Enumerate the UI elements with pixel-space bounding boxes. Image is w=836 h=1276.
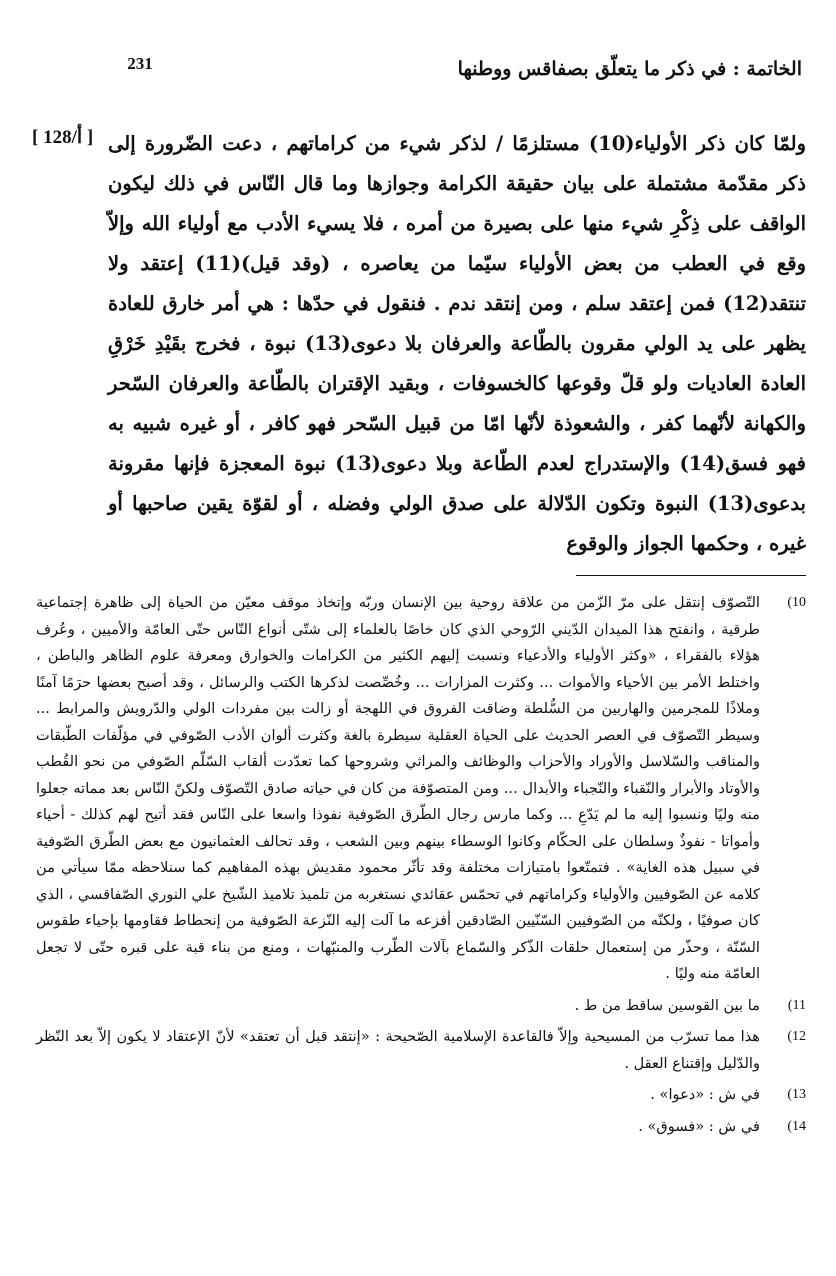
footnote (36, 1024, 806, 1077)
footnote-text: هذا مما تسرّب من المسيحية وإلاّ فالقاعدة الإسلامية الصّحيحة : «إنتقد قبل أن تعتقد» لأنّ الإعتقاد لا يكون إلاّ بعد النّظر والدّليل وإقتناع العقل . (36, 1028, 760, 1072)
footnote (36, 993, 806, 1020)
footnote (36, 1082, 806, 1109)
footnote-number: 13) (787, 1087, 806, 1102)
footnote-number: 10) (787, 595, 806, 610)
main-paragraph: ولمّا كان ذكر الأولياء(10) مستلزمًا / لذكر شيء من كراماتهم ، دعت الضّرورة إلى ذكر مقدّمة مشتملة على بيان حقيقة الكرامة وجوازها وما قال النّاس في ذلك ليكون الواقف على ذِكْرِ شيء منها على بصيرة من أمره ، فلا يسيء الأدب مع أولياء الله وإلاّ وقع في العطب من بعض الأولياء سيّما من يعاصره ، (وقد قيل)(11) إعتقد ولا تنتقد(12) فمن إعتقد سلم ، ومن إنتقد ندم . فنقول في حدّها : هي أمر خارق للعادة يظهر على يد الولي مقرون بالطّاعة والعرفان بلا دعوى(13) نبوة ، فخرج بقَيْدِ خَرْقِ العادة العاديات ولو قلّ وقوعها كالخسوفات ، وبقيد الإقتران بالطّاعة والعرفان السّحر والكهانة لأنّهما كفر ، والشعوذة لأنّها امّا من قبيل السّحر فهو كافر ، أو غيره شبيه به فهو فسق(14) والإستدراج لعدم الطّاعة وبلا دعوى(13) نبوة المعجزة فإنها مقرونة بدعوى(13) النبوة وتكون الدّلالة على صدق الولي وفضله ، أو لقوّة يقين صاحبها أو غيره ، وحكمها الجواز والوقوع (108, 132, 806, 555)
footnote-number: 14) (787, 1118, 806, 1134)
footnote (36, 590, 806, 988)
footnote-text: التّصوّف إنتقل على مرّ الزّمن من علاقة روحية بين الإنسان وربّه وإتخاذ موقف معيّن من الحياة إلى ظاهرة إجتماعية طرقية ، وانفتح هذا الميدان الدّيني الرّوحي الذي كان خاصًا بالعلماء إلى شتّى أنواع النّاس حتّى العامّة والأميين ، وعُرف هؤلاء بالفقراء ، «وكثر الأولياء والأدعياء ونسبت إليهم الكثير من الكرامات والخوارق ومعرفة علوم الظاهر والباطن ، واختلط الأمر بين الأحياء والأموات ... وكثرت المزارات ... وخُصِّصت لذكرها الكتب والرسائل ، وقد أصبح بعضها حرَمًا آمنًا وملاذًا للمجرمين والهاربين من السُّلطة وضاقت الفروق في اللهجة أو زالت بين مفردات الولي والدّرويش والمرابط ... وسيطر التّصوّف في العصر الحديث على الحياة العقلية سيطرة بالغة وكثرت ألوان الأدب الصّوفي في مؤلّفات الطّبقات والمناقب والسّلاسل والأوراد والأحزاب والوظائف والمراثي وشروحها كما تعدّدت ألقاب السّلّم الصّوفي من نحو القُطب والأوتاد والأبرار والنّقباء والنّجباء والأبدال ... ومن المتصوّفة من كان في حياته صادق التّصوّف ولكنّ النّاس بعد مماته جعلوا منه وليًا ونسبوا إليه ما لم يَدّعِ ... وكما مارس رجال الطّرق الصّوفية نفوذا واسعا على النّاس فقد أتيح لهم كذلك - أحياء وأمواتا - نفوذٌ وسلطان على الحكّام وكانوا الوسطاء بينهم وبين الشعب ، وقد تحالف العثمانيون مع بعض الطّرق الصّوفية في سبيل هذه الغاية» . فتمتّعوا بامتيازات مختلفة وقد تأثّر محمود مقديش بهذه المفاهيم كما سنلاحظه ممّا سيأتي من كلامه عن الصّوفيين والأولياء وكراماتهم في تحمّس عقائدي نستغربه من تلميذ تلاميذ الشّيخ علي النوري الصّفاقسي ، الذي كان صوفيًا ، ولكنّه من الصّوفيين السّنّيين الصّادقين أفزعه ما آلت إليه النّزعة الصّوفية من إنحطاط فقاومها بإحياء طقوس السّنّة ، وحذّر من إستعمال حلقات الذّكر والسّماع بآلات الطّرب والمنبّهات ، ومنع من بناء قبة على قبره حتّى لا تجعل العامّة منه وليًا . (36, 594, 760, 982)
folio-marker: [ 128/أ ] (32, 127, 94, 148)
footnotes (36, 590, 806, 1140)
main-text (108, 124, 806, 564)
footnote-number: 12) (787, 1029, 806, 1044)
footnote-text: ما بين القوسين ساقط من ط . (574, 996, 760, 1014)
footnote (36, 1114, 806, 1141)
running-header: الخاتمة : في ذكر ما يتعلّق بصفاقس ووطنها (457, 58, 802, 80)
footnote-text: في ش : «فسوق» . (638, 1117, 760, 1135)
footnote-text: في ش : «دعوا» . (650, 1086, 760, 1103)
footnote-number: 11) (787, 997, 806, 1013)
footnote-separator (576, 575, 806, 576)
page-number: 231 (127, 54, 153, 73)
